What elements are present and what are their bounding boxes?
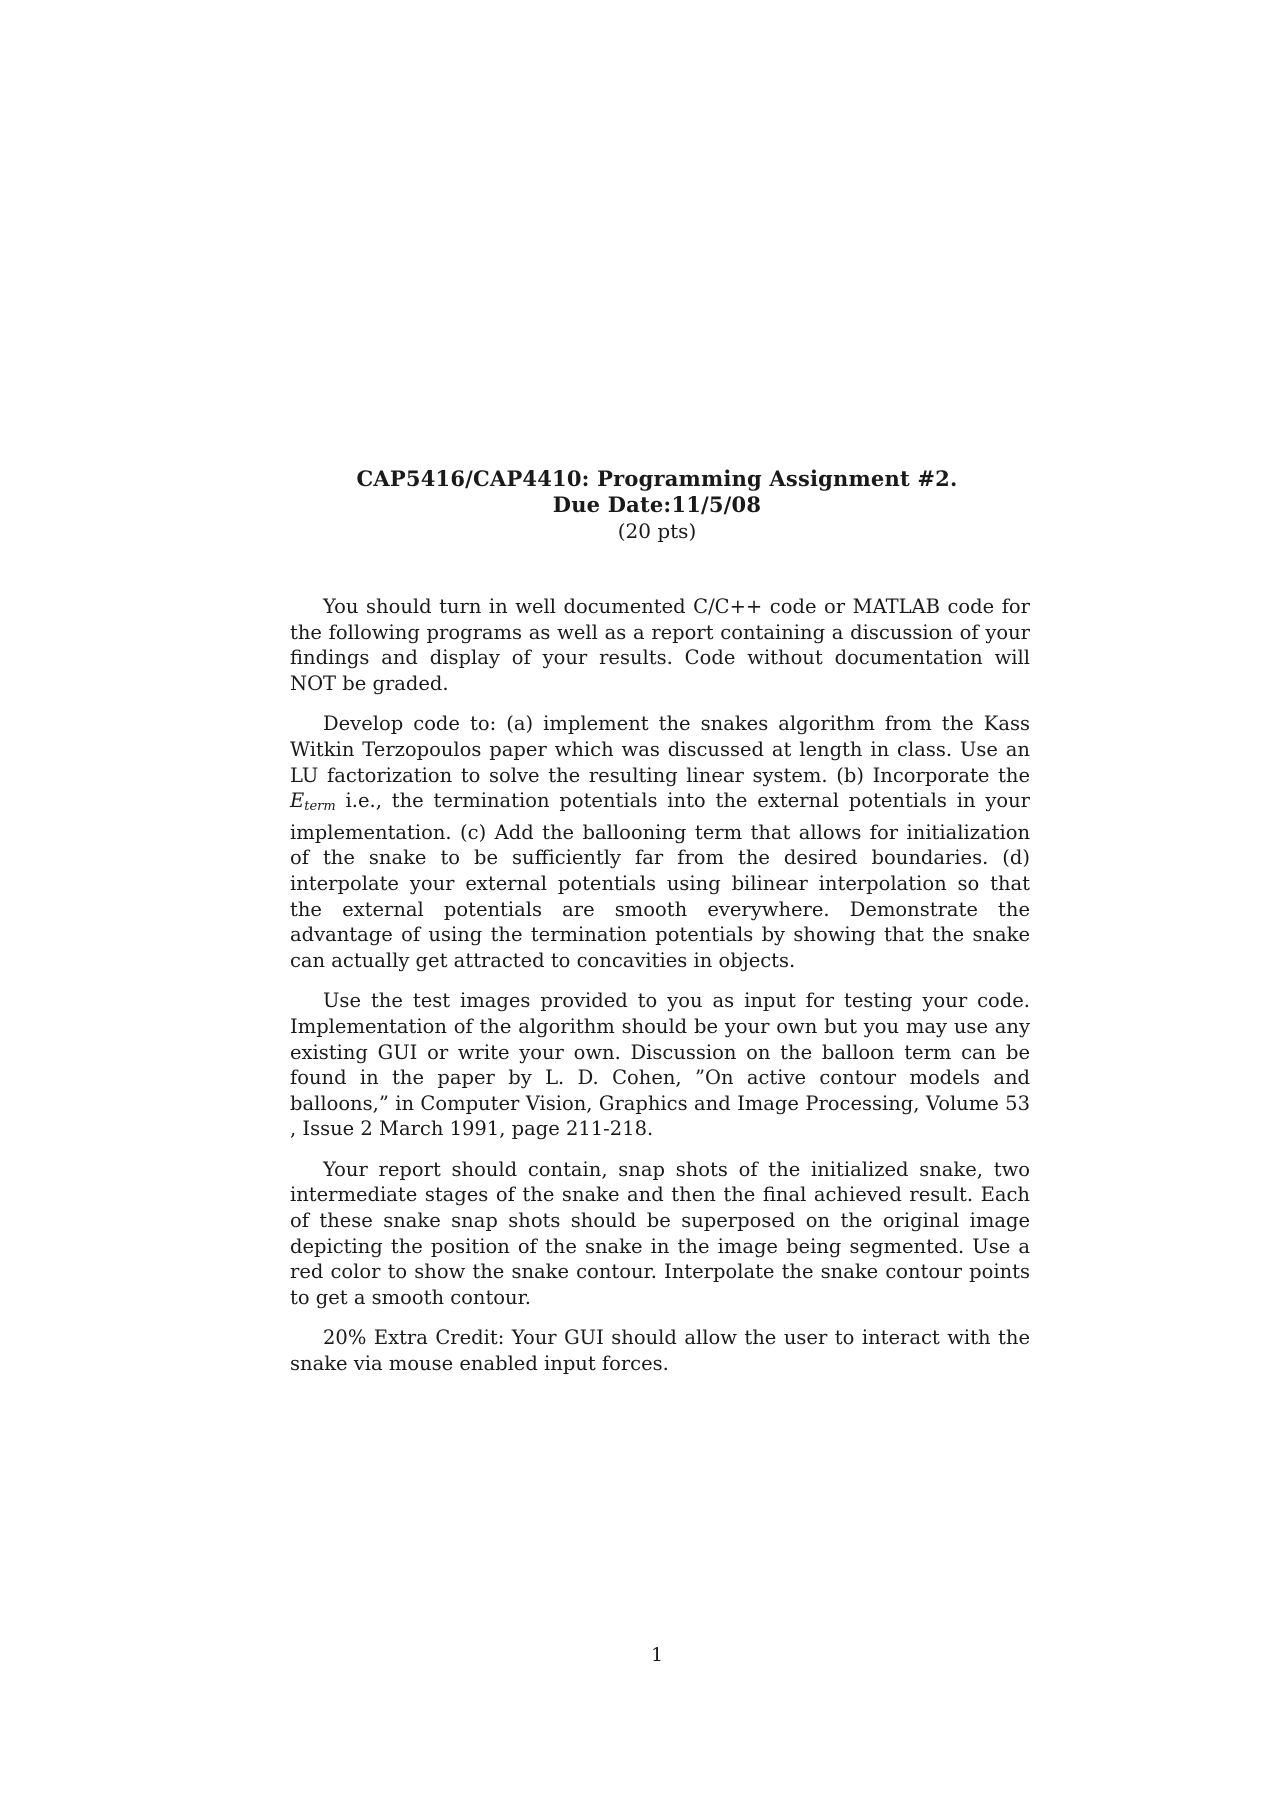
paragraph-instructions: You should turn in well documented C/C++ code or MATLAB code for the following programs as well as a report containing a discussion of your findings and display of your results. Code without documentation will NOT be graded. xyxy=(290,595,1030,695)
paragraph-extra-credit: 20% Extra Credit: Your GUI should allow the user to interact with the snake via mouse enabled input forces. xyxy=(290,1326,1030,1376)
e-term-subscript: term xyxy=(304,799,336,815)
paragraph-requirements xyxy=(290,711,1030,973)
requirements-text-start: Develop code to: (a) implement the snakes algorithm from the Kass Witkin Terzopoulos paper which was discussed at length in class. Use an LU factorization to solve the resulting linear system. (b) Incorporate the xyxy=(290,712,1030,787)
paragraph-test-images: Use the test images provided to you as input for testing your code. Implementation of the algorithm should be your own but you may use any existing GUI or write your own. Discussion on the balloon term can be found in the paper by L. D. Cohen, ”On active contour models and balloons,” in Computer Vision, Graphics and Image Processing, Volume 53 , Issue 2 March 1991, page 211-218. xyxy=(290,989,1030,1141)
title-block xyxy=(0,466,1280,544)
page-number: 1 xyxy=(650,1644,664,1666)
assignment-title: CAP5416/CAP4410: Programming Assignment #2. xyxy=(356,466,958,491)
paragraph-report: Your report should contain, snap shots of the initialized snake, two intermediate stages of the snake and then the final achieved result. Each of these snake snap shots should be superposed on the original image depicting the position of the snake in the image being segmented. Use a red color to show the snake contour. Interpolate the snake contour points to get a smooth contour. xyxy=(290,1157,1030,1309)
requirements-text-end: i.e., the termination potentials into the external potentials in your implementation. (c) Add the ballooning term that allows for initialization of the snake to be sufficiently far from the desired boundaries. (d) interpolate your external potentials using bilinear interpolation so that the external potentials are smooth everywhere. Demonstrate the advantage of using the termination potentials by showing that the snake can actually get attracted to concavities in objects. xyxy=(290,789,1030,972)
due-date: Due Date:11/5/08 xyxy=(552,492,762,517)
points-value: (20 pts) xyxy=(617,519,697,543)
document-body xyxy=(290,594,1030,1392)
e-term-symbol: E xyxy=(290,789,305,813)
